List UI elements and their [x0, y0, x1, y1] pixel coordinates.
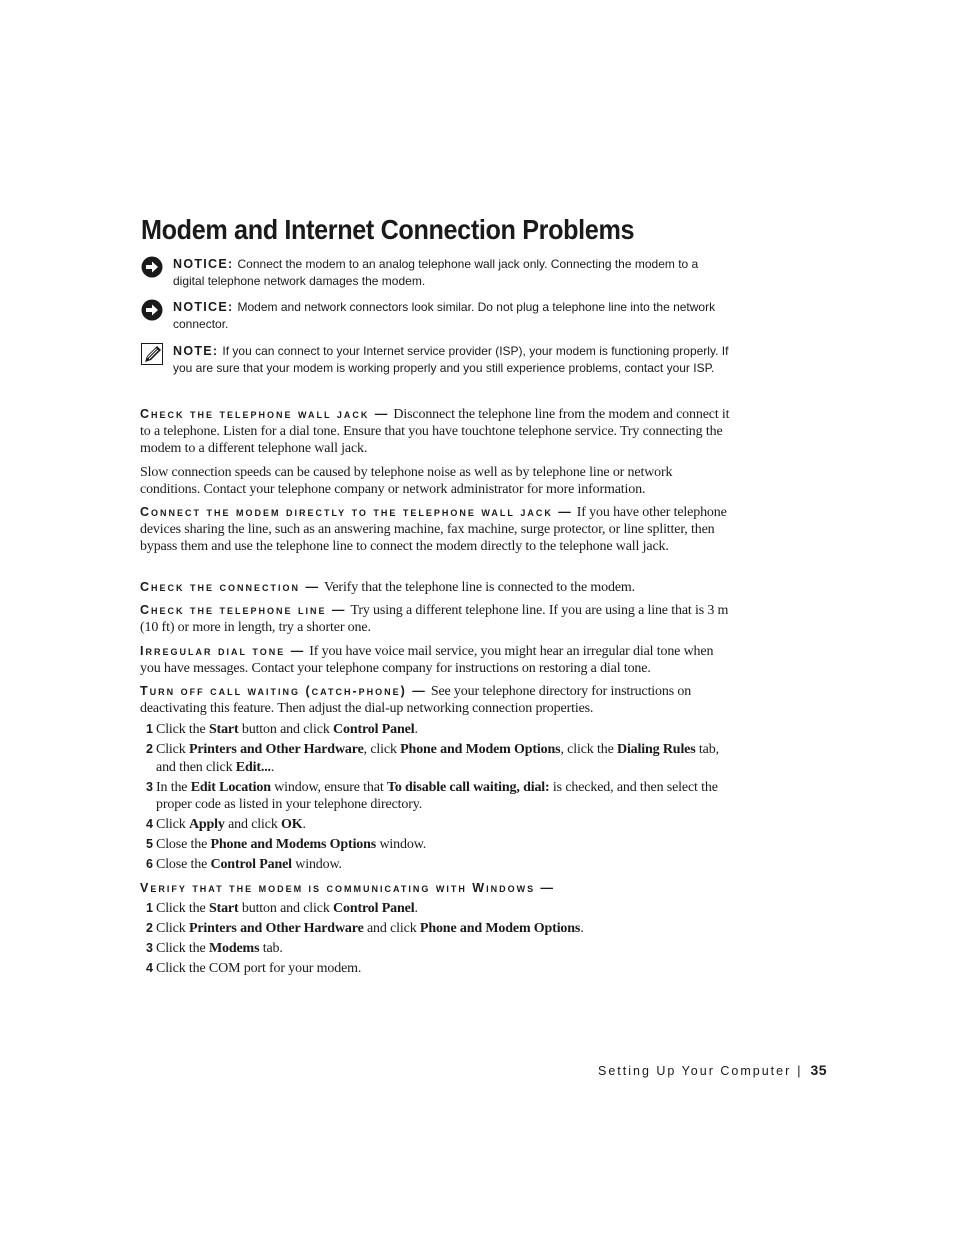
step-number: 3 — [146, 941, 153, 955]
step-text: Click — [156, 921, 189, 936]
section-irregular-tone — [140, 643, 730, 677]
page-number: 35 — [810, 1062, 828, 1078]
step-ui-term: Start — [208, 901, 239, 916]
notice-text: Modem and network connectors look similar. Do not plug a telephone line into the network connector. — [173, 300, 716, 331]
step-text: button and click — [238, 722, 334, 737]
step-text: is checked, and then select the proper code as listed in your telephone directory. — [156, 779, 718, 812]
section-text: If you have other telephone devices sharing the line, such as an answering machine, fax machine, surge protector, or line splitter, then bypass them and use the telephone line to connect the modem directly to the telephone wall jack. — [140, 505, 727, 554]
step-item — [146, 779, 730, 814]
section-heading: Check the telephone wall jack — — [140, 407, 390, 421]
step-text: and click — [224, 817, 282, 832]
footer-separator: | — [797, 1064, 801, 1078]
step-ui-term: Phone and Modem Options — [419, 921, 581, 936]
section-text: Disconnect the telephone line from the modem and connect it to a telephone. Listen for a dial tone. Ensure that you have touchtone telephone service. Try connecting the modem to a different telephone wall jack. — [140, 407, 730, 456]
section-connect-directly — [140, 504, 730, 555]
step-text: window, ensure that — [270, 779, 387, 795]
notice-label: NOTICE: — [173, 300, 234, 314]
step-text: Click the — [156, 941, 209, 956]
footer-section-title: Setting Up Your Computer — [598, 1064, 792, 1078]
step-text: tab, and then click — [156, 742, 719, 775]
section-heading: Check the connection — — [140, 580, 320, 594]
paragraph-slow-connection: Slow connection speeds can be caused by telephone noise as well as by telephone line or network conditions. Contact your telephone company or network administrator for more information. — [140, 465, 673, 497]
step-number: 3 — [146, 779, 153, 794]
step-text: Click — [156, 817, 189, 832]
step-number: 2 — [146, 921, 153, 935]
step-text: tab. — [259, 941, 283, 956]
step-ui-term: Printers and Other Hardware — [188, 742, 364, 757]
step-text: . — [270, 759, 275, 775]
step-item — [146, 836, 730, 854]
step-ui-term: Start — [208, 722, 239, 737]
section-heading: Verify that the modem is communicating with Windows — — [140, 881, 556, 895]
step-text: . — [414, 722, 418, 737]
section-verify-windows — [140, 880, 730, 897]
section-heading: Turn off call waiting (catch-phone) — — [140, 684, 427, 698]
step-item — [146, 741, 730, 776]
step-text: Close the — [156, 857, 211, 872]
step-text: In the — [156, 779, 191, 795]
step-text: Click the — [156, 722, 209, 737]
step-ui-term: Edit... — [235, 759, 271, 775]
step-number: 2 — [146, 742, 153, 756]
step-item — [146, 900, 730, 918]
step-text: . — [580, 921, 584, 936]
step-ui-term: Apply — [188, 817, 225, 832]
section-check-line — [140, 602, 730, 636]
step-number: 4 — [146, 961, 153, 975]
step-number: 1 — [146, 722, 153, 736]
section-heading: Check the telephone line — — [140, 603, 347, 617]
step-item — [146, 721, 730, 739]
step-ui-term: Control Panel — [333, 901, 415, 916]
notice-text: Connect the modem to an analog telephone wall jack only. Connecting the modem to a digital telephone network damages the modem. — [173, 257, 699, 288]
step-item — [146, 816, 730, 834]
note-pencil-icon — [141, 343, 163, 365]
step-ui-term: Modems — [208, 941, 260, 956]
section-text: If you have voice mail service, you might hear an irregular dial tone when you have messages. Contact your telephone company for instructions on restoring a dial tone. — [140, 644, 714, 676]
section-check-wall-jack — [140, 406, 730, 457]
step-item — [146, 960, 730, 978]
section-check-connection — [140, 579, 730, 596]
page-footer — [598, 1062, 827, 1078]
note-text: If you can connect to your Internet service provider (ISP), your modem is functioning properly. If you are sure that your modem is working properly and you still experience problems, contact your ISP. — [173, 344, 729, 375]
notice-2 — [141, 299, 729, 333]
step-text: Click — [156, 742, 189, 757]
step-ui-term: Control Panel — [210, 857, 292, 872]
step-text: Click the COM port for your modem. — [156, 961, 362, 976]
step-ui-term: Phone and Modems Options — [210, 837, 377, 852]
step-number: 1 — [146, 901, 153, 915]
note-label: NOTE: — [173, 344, 219, 358]
section-call-waiting — [140, 683, 730, 717]
step-number: 6 — [146, 857, 153, 871]
call-waiting-steps — [146, 721, 730, 874]
notice-arrow-icon — [141, 299, 163, 321]
step-item — [146, 940, 730, 958]
section-text: Verify that the telephone line is connected to the modem. — [323, 580, 635, 595]
step-ui-term: OK — [281, 817, 303, 832]
step-number: 5 — [146, 837, 153, 851]
step-text: button and click — [238, 901, 334, 916]
step-text: . — [302, 817, 306, 832]
section-text: Try using a different telephone line. If you are using a line that is 3 m (10 ft) or more in length, try a shorter one. — [140, 603, 729, 635]
note-1 — [141, 343, 729, 377]
step-text: Close the — [156, 837, 211, 852]
section-heading: Connect the modem directly to the telephone wall jack — — [140, 505, 573, 519]
section-text: See your telephone directory for instructions on deactivating this feature. Then adjust the dial-up networking connection properties. — [140, 684, 692, 716]
step-ui-term: Phone and Modem Options — [400, 742, 561, 757]
step-text: window. — [376, 837, 427, 852]
step-item — [146, 856, 730, 874]
step-number: 4 — [146, 817, 153, 831]
verify-steps — [146, 900, 730, 978]
step-ui-term: Edit Location — [190, 779, 271, 795]
step-ui-term: Control Panel — [333, 722, 415, 737]
step-item — [146, 920, 730, 938]
step-text: Click the — [156, 901, 209, 916]
page-title: Modem and Internet Connection Problems — [141, 214, 635, 245]
notice-arrow-icon — [141, 256, 163, 278]
step-text: and click — [363, 921, 420, 936]
step-text: , click the — [560, 742, 617, 757]
notice-1 — [141, 256, 729, 290]
step-text: , click — [363, 742, 401, 757]
step-ui-term: Dialing Rules — [616, 742, 696, 757]
step-text: window. — [291, 857, 342, 872]
step-ui-term: To disable call waiting, dial: — [386, 779, 550, 795]
section-heading: Irregular dial tone — — [140, 644, 306, 658]
step-text: . — [414, 901, 418, 916]
notice-label: NOTICE: — [173, 257, 234, 271]
step-ui-term: Printers and Other Hardware — [188, 921, 364, 936]
